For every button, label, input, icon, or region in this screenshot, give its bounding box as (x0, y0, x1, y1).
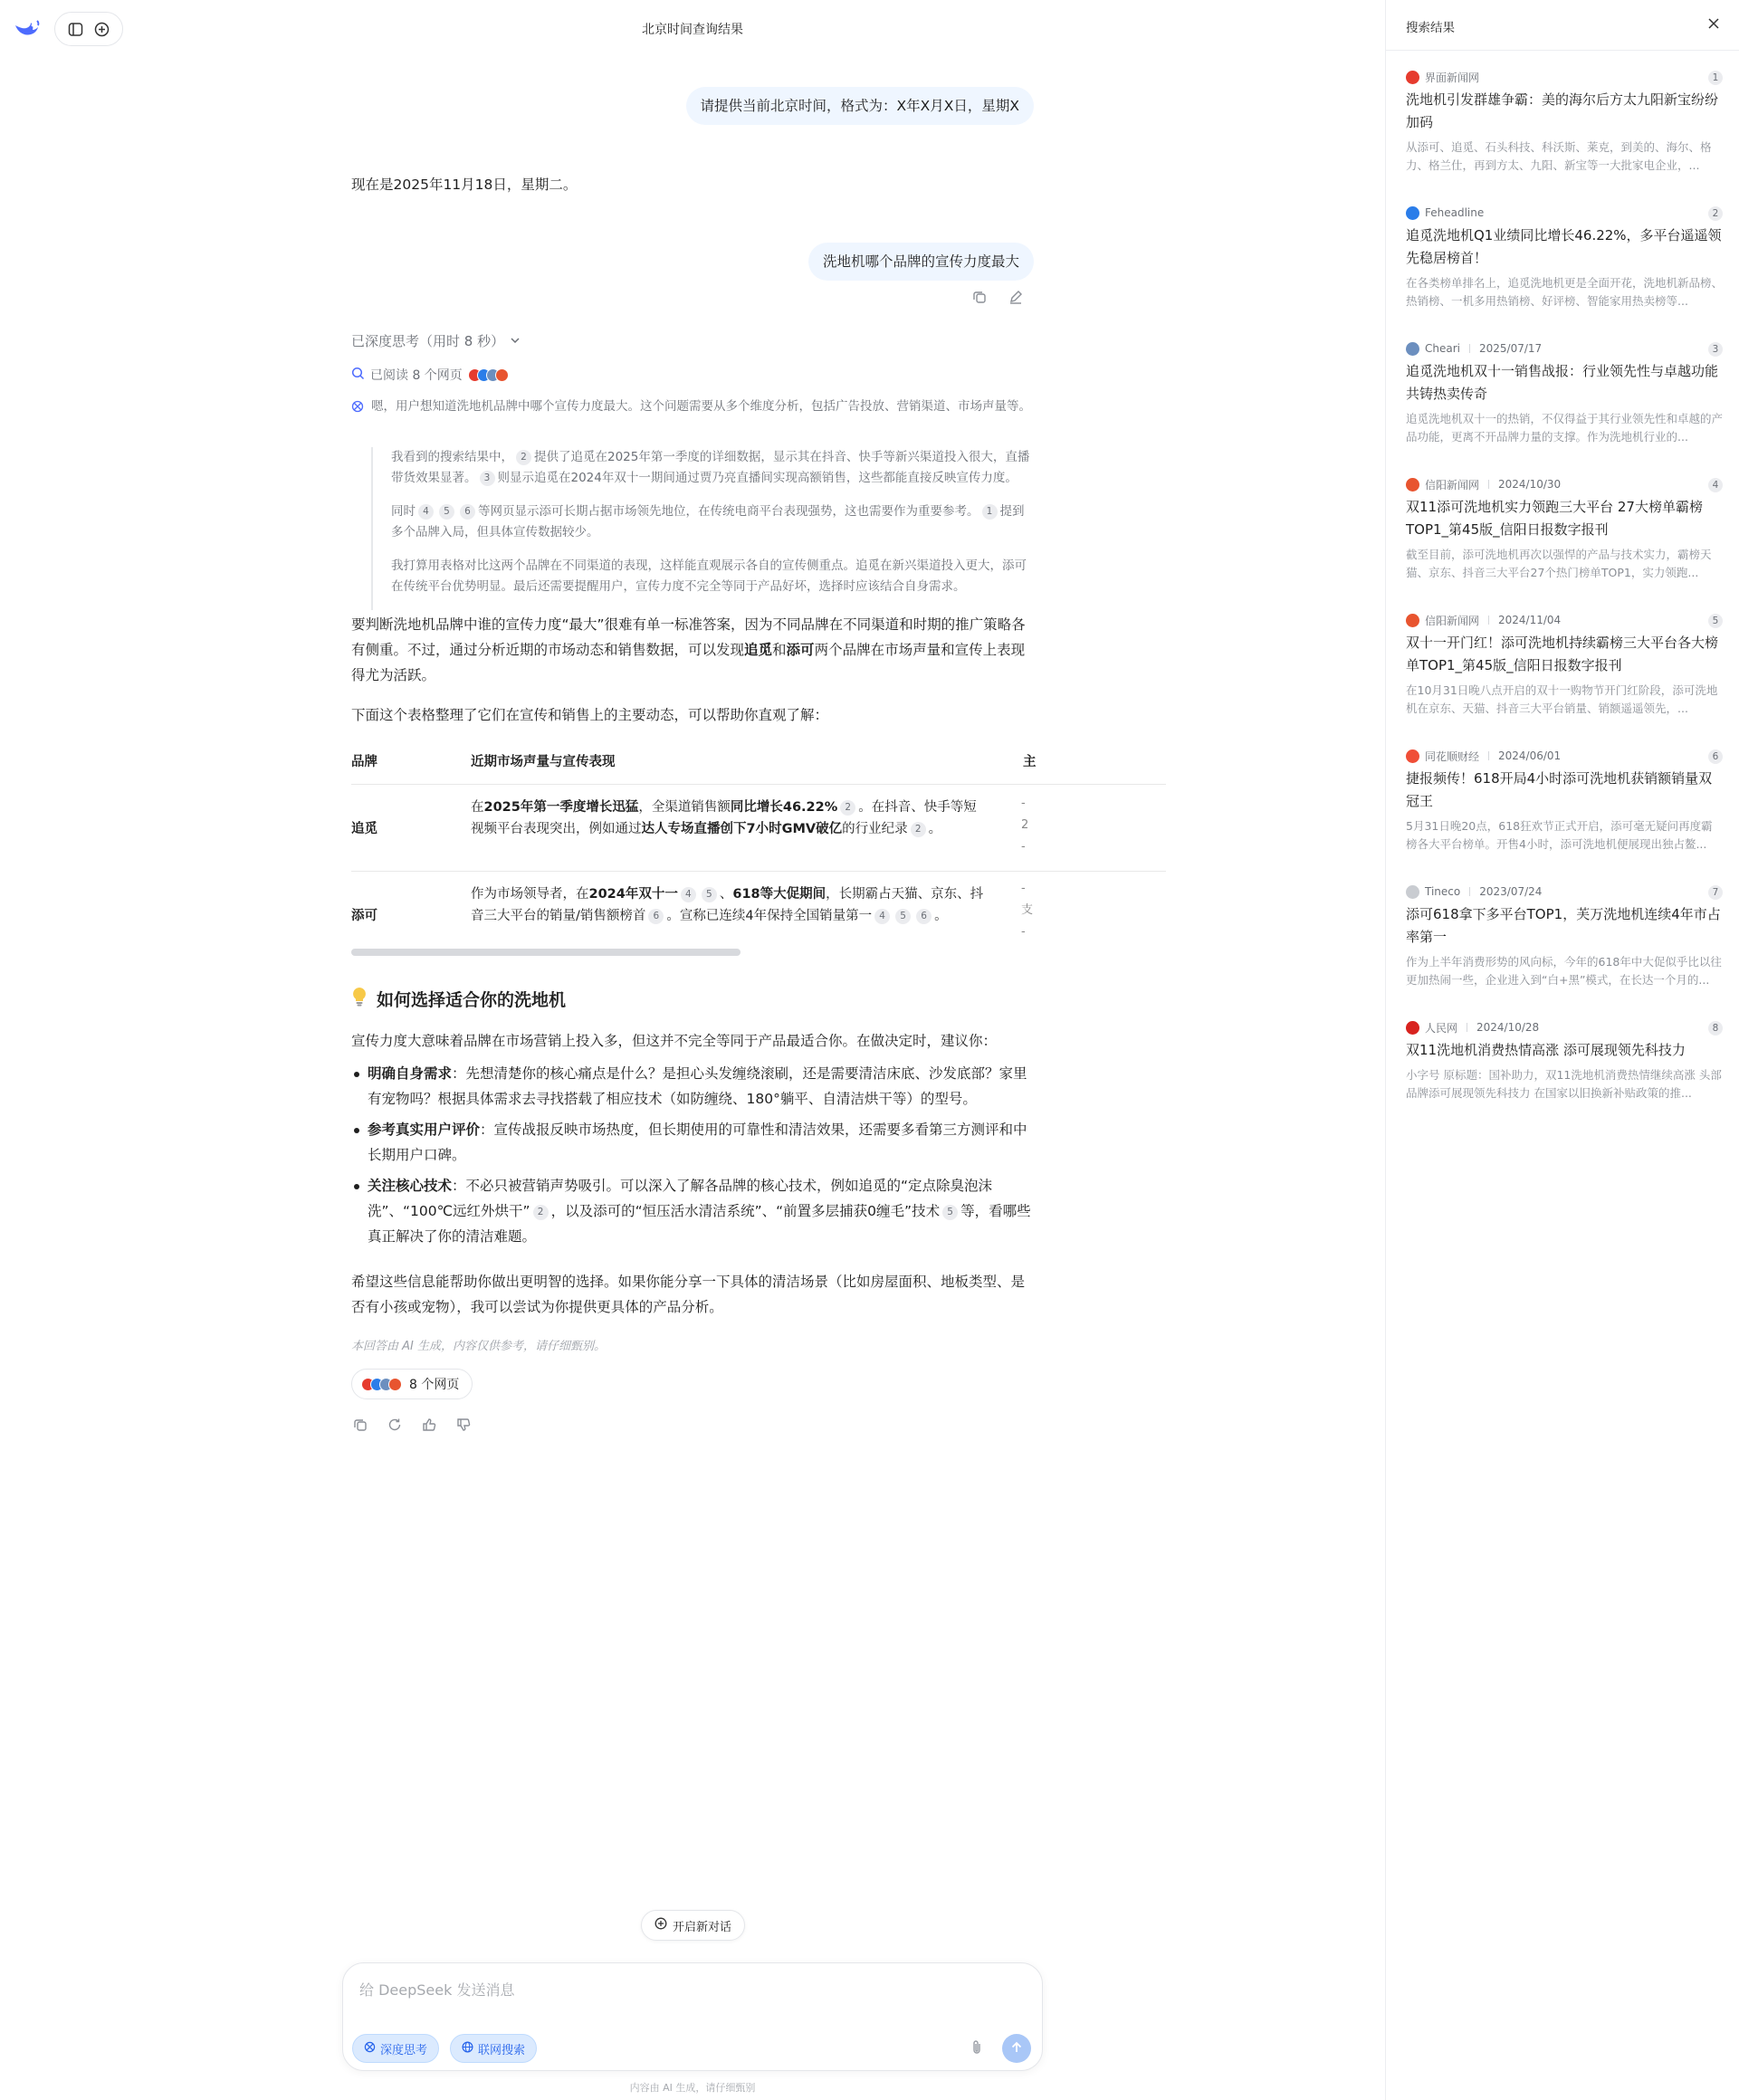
result-snippet: 追觅洗地机双十一的热销，不仅得益于其行业领先性和卓越的产品功能，更离不开品牌力量的支撑。作为洗地机行业的... (1406, 412, 1724, 444)
copy-icon[interactable] (351, 1416, 369, 1434)
message-composer (342, 1962, 1043, 2071)
user-message-actions (970, 288, 1025, 306)
comparison-table[interactable] (351, 740, 1037, 958)
think-paragraph: 同时 4 5 6 等网页显示添可长期占据市场领先地位，在传统电商平台表现强势，这也需要作为重要参考。 1 提到多个品牌入局，但具体宣传数据较少。 (391, 504, 1025, 539)
tips-list (351, 1061, 1034, 1255)
table-header: 主 (1023, 755, 1037, 769)
table-header: 品牌 (351, 755, 377, 769)
result-title: 洗地机引发群雄争霸：美的海尔后方太九阳新宝纷纷加码 (1406, 91, 1719, 130)
citation-badge[interactable]: 5 (895, 909, 911, 924)
citation-badge[interactable]: 1 (982, 504, 998, 520)
table-cell-brand: 添可 (351, 909, 377, 923)
search-result-item[interactable]: 同花顺财经 2024/06/01 6 捷报频传！618开局4小时添可洗地机获销额销量双冠王 5月31日晚20点，618狂欢节正式开启，添可毫无疑问再度霸榜各大平台榜单。开售4小时，添可洗地机便展现出独占鳌... (1406, 748, 1723, 854)
citation-badge[interactable]: 6 (916, 909, 932, 924)
read-pages-row[interactable] (351, 366, 509, 384)
citation-badge[interactable]: 4 (681, 887, 696, 902)
list-item: 明确自身需求：先想清楚你的核心痛点是什么？是担心头发缠绕滚刷，还是需要清洁床底、沙发底部？家里有宠物吗？根据具体需求去寻找搭载了相应技术（如防缠绕、180°躺平、自清洁烘干等）的型号。 (351, 1061, 1034, 1112)
edit-icon[interactable] (1007, 288, 1025, 306)
cheari-icon (1406, 342, 1419, 356)
search-results-panel (1385, 0, 1738, 2100)
thumbs-down-icon[interactable] (454, 1416, 473, 1434)
web-search-button[interactable]: 联网搜索 (450, 2034, 537, 2063)
result-number: 2 (1708, 206, 1723, 221)
result-title: 追觅洗地机双十一销售战报：行业领先性与卓越功能共铸热卖传奇 (1406, 363, 1719, 402)
xinyang-icon (1406, 614, 1419, 627)
citation-badge[interactable]: 4 (874, 909, 890, 924)
panel-header (1386, 0, 1739, 51)
search-result-item[interactable]: Feheadline 2 追觅洗地机Q1业绩同比增长46.22%，多平台遥遥领先稳居榜首！ 在各类榜单排名上，追觅洗地机更是全面开花，洗地机新品榜、热销榜、一机多用热销榜、好评榜、智能家用热卖榜等... (1406, 205, 1723, 310)
search-result-item[interactable]: Tineco 2023/07/24 7 添可618拿下多平台TOP1，芙万洗地机连续4年市占率第一 作为上半年消费形势的风向标，今年的618年中大促似乎比以往更加热闹一些，企业进入到“白+黑”模式，在长达一个月的... (1406, 883, 1723, 989)
citation-badge[interactable]: 3 (480, 471, 495, 486)
deep-think-button[interactable]: 深度思考 (352, 2034, 439, 2063)
assistant-reply: 现在是2025年11月18日，星期二。 (351, 177, 578, 193)
search-result-item[interactable]: Cheari 2025/07/17 3 追觅洗地机双十一销售战报：行业领先性与卓越功能共铸热卖传奇 追觅洗地机双十一的热销，不仅得益于其行业领先性和卓越的产品功能，更离不开品牌力量的支撑。作为洗地机行业的... (1406, 340, 1723, 446)
source-favicons (468, 368, 509, 382)
deep-think-icon (351, 399, 364, 420)
citation-badge[interactable]: 5 (702, 887, 717, 902)
deep-think-toggle[interactable] (351, 331, 521, 350)
read-pages-label: 已阅读 8 个网页 (370, 368, 463, 383)
citation-badge[interactable]: 6 (460, 504, 475, 520)
citation-badge[interactable]: 2 (840, 800, 855, 816)
chevron-down-icon (510, 333, 521, 349)
citation-badge[interactable]: 2 (911, 822, 926, 837)
result-number: 4 (1708, 478, 1723, 492)
result-title: 双11添可洗地机实力领跑三大平台 27大榜单霸榜TOP1_第45版_信阳日报数字报刊 (1406, 499, 1703, 538)
search-result-item[interactable]: 人民网 2024/10/28 8 双11洗地机消费热情高涨 添可展现领先科技力 小字号 原标题：国补助力，双11洗地机消费热情继续高涨 头部品牌添可展现领先科技力 在国家以旧换新补贴政策的推... (1406, 1019, 1723, 1102)
answer-paragraph: 希望这些信息能帮助你做出更明智的选择。如果你能分享一下具体的清洁场景（比如房屋面积、地板类型、是否有小孩或宠物），我可以尝试为你提供更具体的产品分析。 (351, 1274, 1026, 1315)
feheadline-icon (1406, 206, 1419, 220)
citation-badge[interactable]: 4 (418, 504, 434, 520)
send-button[interactable] (1002, 2034, 1031, 2063)
footer-note: 内容由 AI 生成，请仔细甄别 (629, 2082, 756, 2094)
page-title: 北京时间查询结果 (642, 23, 743, 37)
user-message: 洗地机哪个品牌的宣传力度最大 (808, 243, 1034, 281)
table-cell: 作为市场领导者，在2024年双十一 4 5 、618等大促期间，长期霸占天猫、京东、抖音三大平台的销量/销售额榜首 6 。宣称已连续4年保持全国销量第一 4 5 6 。 (471, 887, 984, 923)
sources-pill[interactable] (351, 1369, 473, 1399)
table-header: 近期市场声量与宣传表现 (471, 755, 616, 769)
result-snippet: 5月31日晚20点，618狂欢节正式开启，添可毫无疑问再度霸榜各大平台榜单。开售4小时，添可洗地机便展现出独占鳌... (1406, 819, 1713, 851)
plus-circle-icon (655, 1917, 667, 1933)
result-snippet: 作为上半年消费形势的风向标，今年的618年中大促似乎比以往更加热闹一些，企业进入到“白+黑”模式，在长达一个月的... (1406, 955, 1722, 987)
think-process (371, 447, 1034, 610)
think-header-text: 已深度思考（用时 8 秒） (351, 333, 505, 349)
list-item: 参考真实用户评价：宣传战报反映市场热度，但长期使用的可靠性和清洁效果，还需要多看第三方测评和中长期用户口碑。 (351, 1117, 1034, 1168)
panel-title: 搜索结果 (1406, 21, 1455, 35)
link-icon (1406, 885, 1419, 899)
result-number: 8 (1708, 1021, 1723, 1036)
citation-badge[interactable]: 5 (439, 504, 454, 520)
search-icon (351, 367, 365, 384)
table-cell: 在2025年第一季度增长迅猛，全渠道销售额同比增长46.22% 2 。在抖音、快手等短视频平台表现突出，例如通过达人专场直播创下7小时GMV破亿的行业纪录 2 。 (471, 800, 977, 836)
jiemian-icon (1406, 71, 1419, 84)
think-first-line: 嗯，用户想知道洗地机品牌中哪个宣传力度最大。这个问题需要从多个维度分析，包括广告投放、营销渠道、市场声量等。 (351, 396, 1034, 417)
citation-badge[interactable]: 5 (942, 1205, 958, 1220)
ai-disclaimer: 本回答由 AI 生成，内容仅供参考，请仔细甄别。 (351, 1340, 606, 1353)
table-cell-brand: 追觅 (351, 822, 377, 836)
result-number: 7 (1708, 885, 1723, 900)
lightbulb-icon (351, 987, 368, 1011)
result-number: 3 (1708, 342, 1723, 357)
result-snippet: 从添可、追觅、石头科技、科沃斯、莱克，到美的、海尔、格力、格兰仕，再到方太、九阳、新宝等一大批家电企业，... (1406, 140, 1712, 172)
answer-paragraph: 宣传力度大意味着品牌在市场营销上投入多，但这并不完全等同于产品最适合你。在做决定时，建议你： (351, 1033, 998, 1049)
result-snippet: 在各类榜单排名上，追觅洗地机更是全面开花，洗地机新品榜、热销榜、一机多用热销榜、好评榜、智能家用热卖榜等... (1406, 276, 1724, 308)
result-snippet: 在10月31日晚八点开启的双十一购物节开门红阶段，添可洗地机在京东、天猫、抖音三大平台销量、销额遥遥领先，... (1406, 683, 1718, 715)
xinyang-icon (388, 1378, 402, 1391)
result-number: 6 (1708, 749, 1723, 764)
table-cell-clipped: - 支 - (1021, 882, 1034, 939)
result-title: 追觅洗地机Q1业绩同比增长46.22%，多平台遥遥领先稳居榜首！ (1406, 227, 1722, 266)
message-input[interactable] (359, 1976, 1011, 2003)
user-message: 请提供当前北京时间，格式为：X年X月X日，星期X (686, 87, 1034, 125)
result-number: 1 (1708, 71, 1723, 85)
globe-icon (462, 2041, 473, 2057)
result-title: 添可618拿下多平台TOP1，芙万洗地机连续4年市占率第一 (1406, 906, 1721, 945)
result-snippet: 截至目前，添可洗地机再次以强悍的产品与技术实力，霸榜天猫、京东、抖音三大平台27个热门榜单TOP1，实力领跑... (1406, 548, 1712, 579)
search-result-item[interactable]: 信阳新闻网 2024/10/30 4 双11添可洗地机实力领跑三大平台 27大榜单霸榜TOP1_第45版_信阳日报数字报刊 截至目前，添可洗地机再次以强悍的产品与技术实力，霸榜天猫、京东、抖音三大平台27个热门榜单TOP1，实力领跑... (1406, 476, 1723, 582)
citation-badge[interactable]: 2 (533, 1205, 549, 1220)
copy-icon[interactable] (970, 288, 989, 306)
think-paragraph: 我看到的搜索结果中， 2 提供了追觅在2025年第一季度的详细数据，显示其在抖音、快手等新兴渠道投入很大，直播带货效果显著。 3 则显示追觅在2024年双十一期间通过贾乃亮直播间实现高额销售，这些都能直接反映宣传力度。 (391, 450, 1030, 485)
section-heading: 如何选择适合你的洗地机 (351, 987, 566, 1011)
source-favicons (361, 1378, 402, 1391)
close-icon[interactable] (1706, 16, 1721, 34)
result-number: 5 (1708, 614, 1723, 628)
xinyang-icon (495, 368, 509, 382)
result-snippet: 小字号 原标题：国补助力，双11洗地机消费热情继续高涨 头部品牌添可展现领先科技力 在国家以旧换新补贴政策的推... (1406, 1068, 1722, 1100)
think-paragraph: 我打算用表格对比这两个品牌在不同渠道的表现，这样能直观展示各自的宣传侧重点。追觅在新兴渠道投入更大，添可在传统平台优势明显。最后还需要提醒用户，宣传力度不完全等同于产品好坏，选择时应该结合自身需求。 (391, 558, 1027, 594)
tonghuashun-icon (1406, 749, 1419, 763)
paperclip-icon[interactable] (970, 2039, 984, 2059)
arrow-up-icon (1010, 2040, 1023, 2057)
search-result-item[interactable]: 信阳新闻网 2024/11/04 5 双十一开门红！添可洗地机持续霸榜三大平台各大榜单TOP1_第45版_信阳日报数字报刊 在10月31日晚八点开启的双十一购物节开门红阶段，添可洗地机在京东、天猫、抖音三大平台销量、销额遥遥领先，... (1406, 612, 1723, 718)
result-title: 捷报频传！618开局4小时添可洗地机获销额销量双冠王 (1406, 770, 1713, 809)
new-chat-button[interactable]: 开启新对话 (641, 1910, 745, 1941)
sources-label: 8 个网页 (409, 1378, 460, 1392)
answer-paragraph: 下面这个表格整理了它们在宣传和销售上的主要动态，可以帮助你直观了解： (351, 707, 829, 723)
citation-badge[interactable]: 6 (648, 909, 664, 924)
people-daily-icon (1406, 1021, 1419, 1035)
list-item: 关注核心技术：不必只被营销声势吸引。可以深入了解各品牌的核心技术，例如追觅的“定点除臭泡沫洗”、“100℃远红外烘干” 2 ，以及添可的“恒压活水清洁系统”、“前置多层捕获0缠毛”技术 5 等，看哪些真正解决了你的清洁难题。 (351, 1173, 1034, 1249)
answer-paragraph: 要判断洗地机品牌中谁的宣传力度“最大”很难有单一标准答案，因为不同品牌在不同渠道和时期的推广策略各有侧重。不过，通过分析近期的市场动态和销售数据，可以发现追觅和添可两个品牌在市场声量和宣传上表现得尤为活跃。 (351, 616, 1026, 683)
thumbs-up-icon[interactable] (420, 1416, 438, 1434)
answer-actions (351, 1416, 473, 1434)
regenerate-icon[interactable] (386, 1416, 404, 1434)
table-cell-clipped: - 2 - (1021, 797, 1029, 854)
result-title: 双十一开门红！添可洗地机持续霸榜三大平台各大榜单TOP1_第45版_信阳日报数字报刊 (1406, 635, 1719, 673)
table-scrollbar[interactable] (351, 949, 741, 956)
result-title: 双11洗地机消费热情高涨 添可展现领先科技力 (1406, 1042, 1686, 1058)
citation-badge[interactable]: 2 (516, 450, 531, 465)
search-result-item[interactable]: 界面新闻网 1 洗地机引发群雄争霸：美的海尔后方太九阳新宝纷纷加码 从添可、追觅、石头科技、科沃斯、莱克，到美的、海尔、格力、格兰仕，再到方太、九阳、新宝等一大批家电企业，... (1406, 69, 1723, 175)
xinyang-icon (1406, 478, 1419, 492)
deep-think-icon (364, 2041, 376, 2057)
